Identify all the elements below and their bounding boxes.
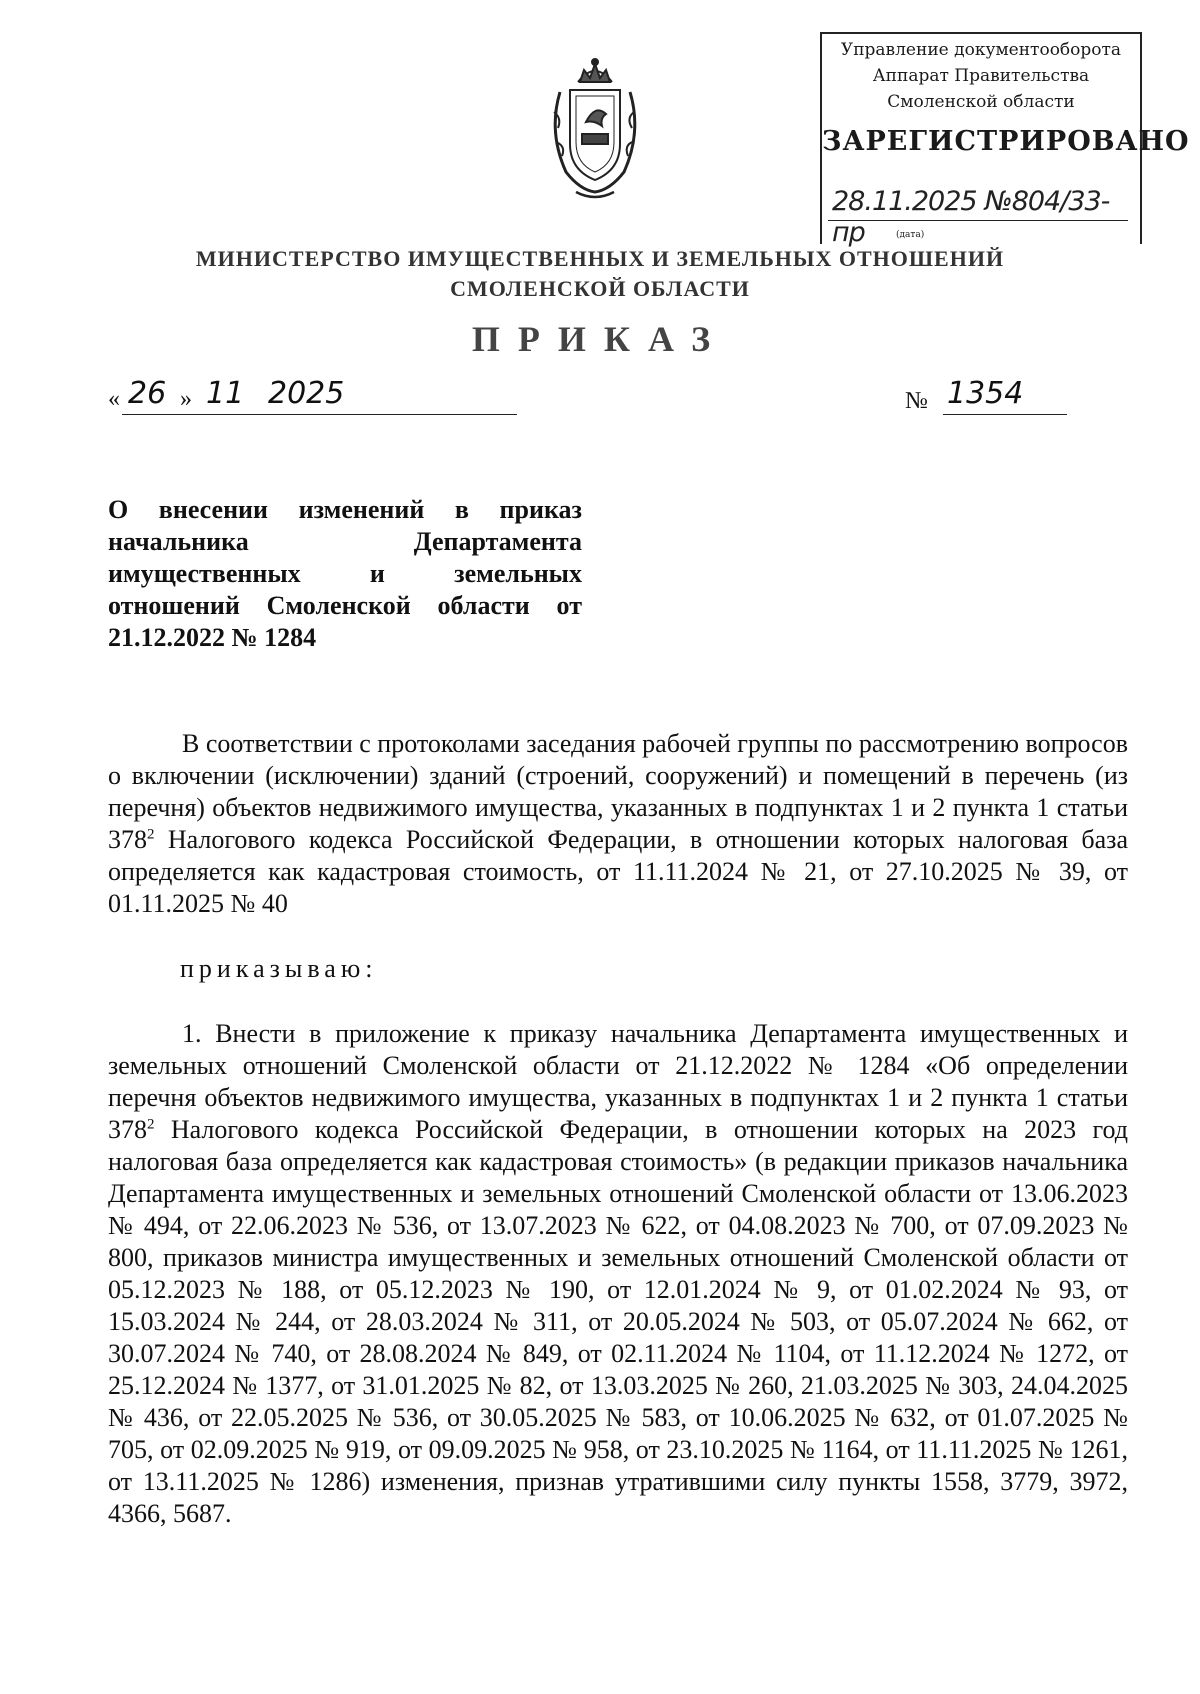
stamp-line-1: Управление документооборота [840, 40, 1122, 60]
registration-stamp [820, 32, 1190, 248]
stamp-reg-number: 804/33-пр [832, 186, 1110, 248]
stamp-date-caption: (дата) [896, 230, 925, 240]
order-word: приказываю: [180, 954, 378, 983]
date-underline [122, 414, 517, 415]
date-quote-close: » [180, 386, 192, 412]
order-number-label: № [905, 388, 928, 414]
order-date [108, 376, 408, 416]
number-underline [943, 414, 1067, 415]
document-type: ПРИКАЗ [471, 319, 729, 359]
stamp-line-3: Смоленской области [887, 92, 1075, 112]
preamble-text-b: Налогового кодекса Российской Федерации, в отношении которых налоговая база определяется как кадастровая стоимость, от 11.11.2024 № 21, от 27.10.2025 № 39, от 01.11.2025 № 40 [108, 825, 1128, 918]
order-month: 11 [206, 376, 245, 411]
ministry-title-line-1: МИНИСТЕРСТВО ИМУЩЕСТВЕННЫХ И ЗЕМЕЛЬНЫХ ОТНОШЕНИЙ [195, 246, 1005, 271]
order-subject: О внесении изменений в приказ начальника Департамента имущественных и земельных отношений Смоленской области от 21.12.2022 № 1284 [108, 495, 582, 652]
coat-of-arms-icon [540, 52, 650, 202]
stamp-reg-date: 28.11.2025 [832, 186, 977, 217]
stamp-status: ЗАРЕГИСТРИРОВАНО [822, 126, 1190, 157]
stamp-handwritten-registration [832, 186, 1132, 248]
date-quote-open: « [108, 386, 120, 412]
stamp-line-2: Аппарат Правительства [872, 66, 1090, 86]
order-year: 2025 [268, 376, 345, 411]
stamp-reg-number-prefix: № [984, 186, 1012, 217]
order-number [905, 376, 1065, 420]
clause-1-text-a: 1. Внести в приложение к приказу начальника Департамента имущественных и земельных отношений Смоленской области от 21.12.2022 № 1284 «Об определении перечня объектов недвижимого имущества, указанных в подпунктах 1 и 2 пункта 1 статьи 378 [108, 1019, 1128, 1144]
order-day: 26 [128, 376, 167, 411]
clause-1-superscript: 2 [147, 1116, 155, 1133]
ministry-title [0, 244, 1200, 304]
preamble-superscript: 2 [147, 826, 155, 843]
preamble-paragraph [108, 728, 1128, 920]
order-number-value: 1354 [947, 376, 1024, 411]
clause-1-text-b: Налогового кодекса Российской Федерации, в отношении которых на 2023 год налоговая база определяется как кадастровая стоимость» (в редакции приказов начальника Департамента имущественных и земельных отношений Смоленской области от 13.06.2023 № 494, от 22.06.2023 № 536, от 13.07.2023 № 622, от 04.08.2023 № 700, от 07.09.2023 № 800, приказов министра имущественных и земельных отношений Смоленской области от 05.12.2023 № 188, от 05.12.2023 № 190, от 12.01.2024 № 9, от 01.02.2024 № 93, от 15.03.2024 № 244, от 28.03.2024 № 311, от 20.05.2024 № 503, от 05.07.2024 № 662, от 30.07.2024 № 740, от 28.08.2024 № 849, от 02.11.2024 № 1104, от 11.12.2024 № 1272, от 25.12.2024 № 1377, от 31.01.2025 № 82, от 13.03.2025 № 260, 21.03.2025 № 303, 24.04.2025 № 436, от 22.05.2025 № 536, от 30.05.2025 № 583, от 10.06.2025 № 632, от 01.07.2025 № 705, от 02.09.2025 № 919, от 09.09.2025 № 958, от 23.10.2025 № 1164, от 11.11.2025 № 1261, от 13.11.2025 № 1286) изменения, признав утратившими силу пункты 1558, 3779, 3972, 4366, 5687. [108, 1115, 1128, 1528]
preamble-text-a: В соответствии с протоколами заседания рабочей группы по рассмотрению вопросов о включении (исключении) зданий (строений, сооружений) и помещений в перечень (из перечня) объектов недвижимого имущества, указанных в подпунктах 1 и 2 пункта 1 статьи 378 [108, 729, 1128, 854]
ministry-title-line-2: СМОЛЕНСКОЙ ОБЛАСТИ [450, 276, 750, 301]
clause-1-paragraph [108, 1018, 1128, 1530]
stamp-underline [828, 220, 1128, 221]
